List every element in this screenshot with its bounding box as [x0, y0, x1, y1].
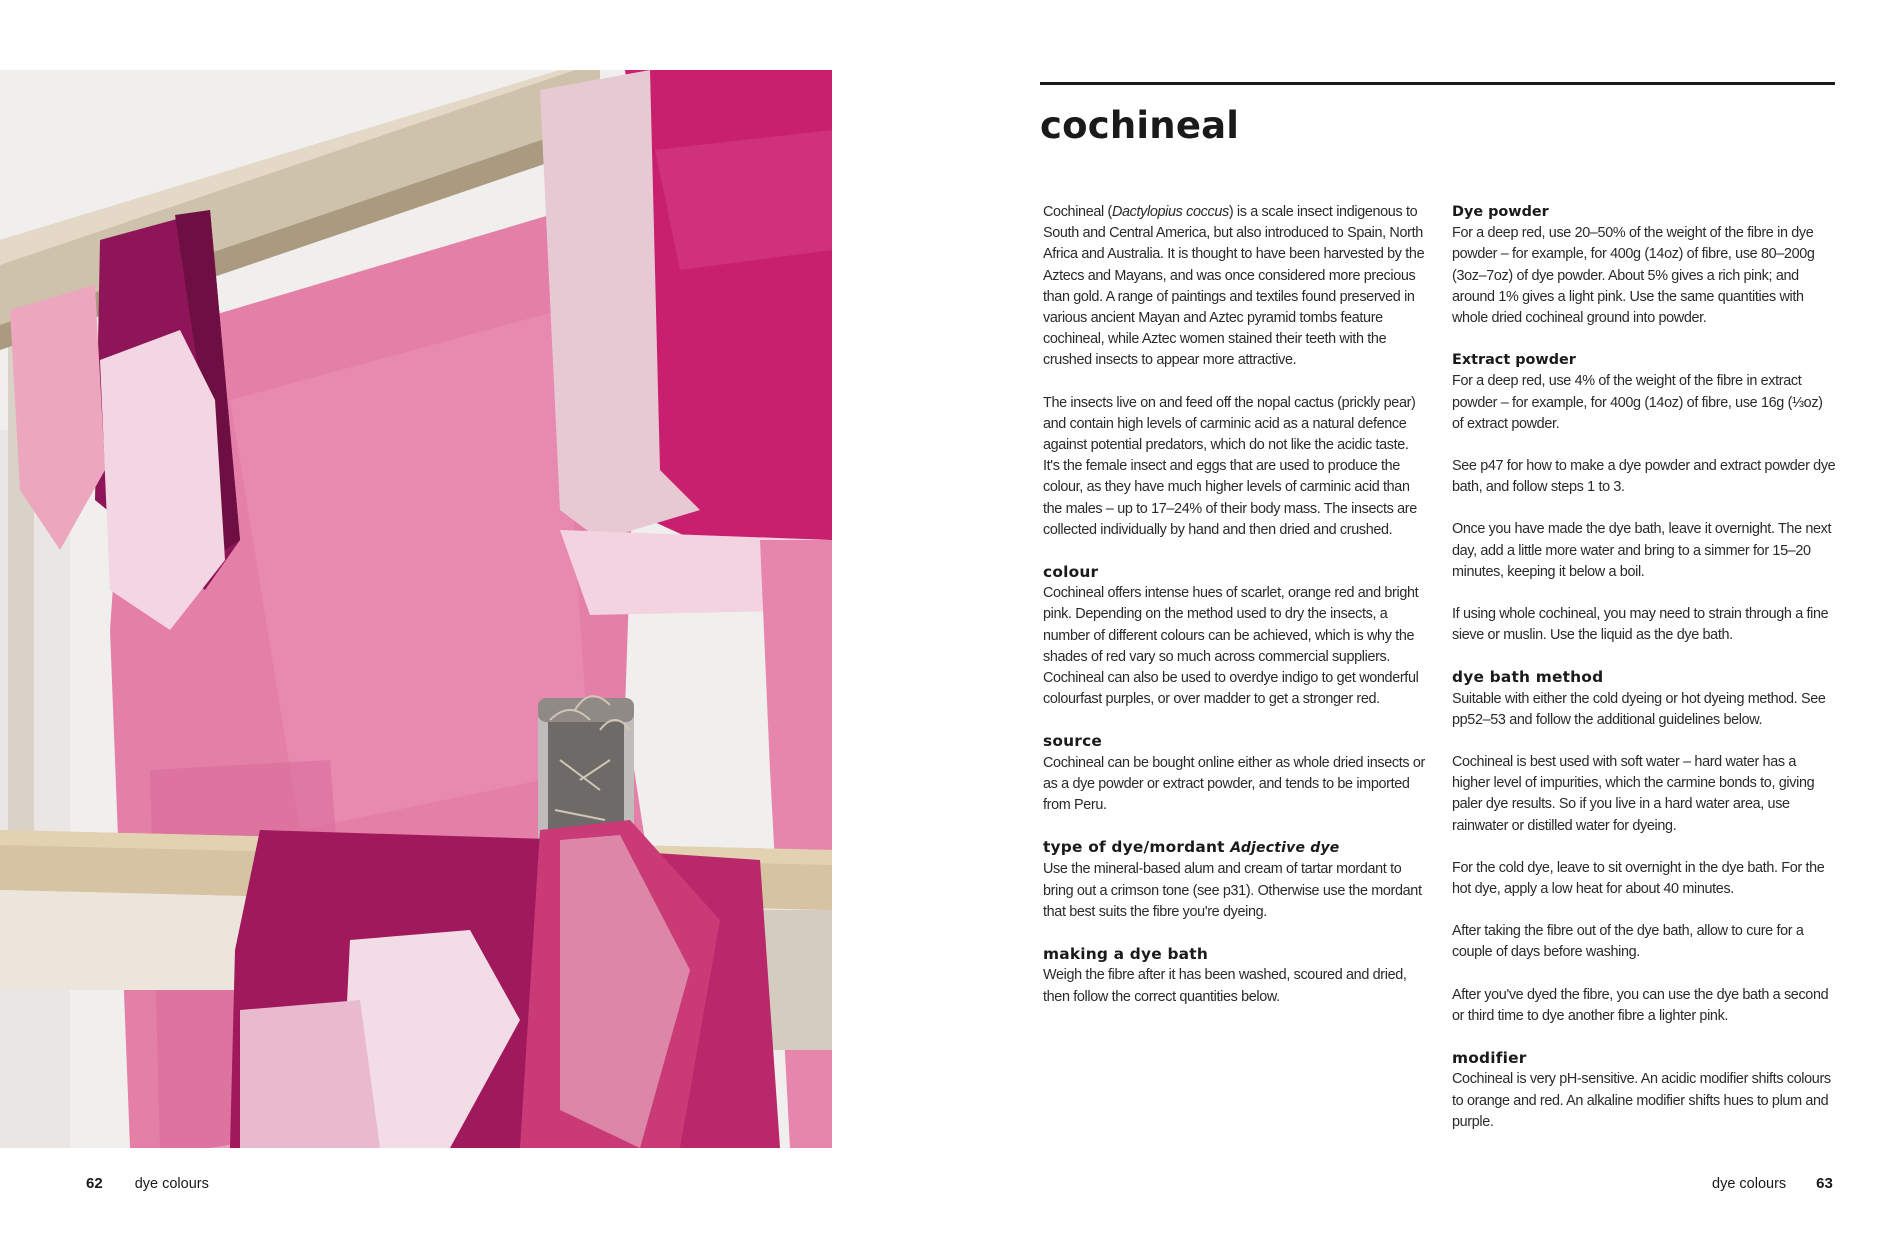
dye-type-heading: type of dye/mordant Adjective dye — [1043, 838, 1340, 857]
extract-powder-heading: Extract powder — [1452, 352, 1576, 369]
extract-powder-text-1: For a deep red, use 4% of the weight of the fibre in extract powder – for example, for 400g (14oz) of fibre, use 16g (⅓oz) of extract powder. — [1452, 373, 1823, 432]
dye-bath-method-text-2: Cochineal is best used with soft water – hard water has a higher level of impurities, which the carmine bonds to, giving paler dye results. So if you live in a hard water area, use rainwater or distilled water for dyeing. — [1452, 754, 1815, 834]
dye-powder-text: For a deep red, use 20–50% of the weight of the fibre in dye powder – for example, for 400g (14oz) of fibre, use 80–200g (3oz–7oz) of dye powder. About 5% gives a rich pink; and around 1% gives a light pink. Use the same quantities with whole dried cochineal ground into powder. — [1452, 225, 1815, 327]
intro-paragraph-1: Cochineal (Dactylopius coccus) is a scale insect indigenous to South and Central America, but also introduced to Spain, North Africa and Australia. It is thought to have been harvested by the Aztecs and Mayans, and was once considered more precious than gold. A range of paintings and textiles found preserved in various ancient Mayan and Aztec pyramid tombs feature cochineal, while Aztec women stained their teeth with the crushed insects to appear more attractive. — [1043, 204, 1425, 369]
intro-paragraph-2: The insects live on and feed off the nopal cactus (prickly pear) and contain high levels of carminic acid as a natural defence against potential predators, which do not like the acidic taste. It's the female insect and eggs that are used to produce the colour, as they have much higher levels of carminic acid than the males – up to 17–24% of their body mass. The insects are collected individually by hand and then dried and crushed. — [1043, 394, 1417, 538]
source-text: Cochineal can be bought online either as whole dried insects or as a dye powder or extract powder, and tends to be imported from Peru. — [1043, 754, 1425, 814]
fabric-swatches-photo — [0, 70, 832, 1148]
dye-type-text: Use the mineral-based alum and cream of tartar mordant to bring out a crimson tone (see p31). Otherwise use the mordant that best suits the fibre you're dyeing. — [1043, 861, 1422, 920]
running-footer-right: dye colours — [1712, 1176, 1787, 1192]
colour-text: Cochineal offers intense hues of scarlet, orange red and bright pink. Depending on the method used to dry the insects, a number of different colours can be achieved, which is why the shades of red vary so much across commercial suppliers. Cochineal can also be used to overdye indigo to get wonderful colourfast purples, or over madder to get a stronger red. — [1043, 585, 1419, 708]
extract-powder-text-4: If using whole cochineal, you may need to strain through a fine sieve or muslin. Use the liquid as the dye bath. — [1452, 606, 1829, 644]
dye-bath-method-text-4: After taking the fibre out of the dye bath, allow to cure for a couple of days before washing. — [1452, 923, 1804, 961]
page-number-left: 62 — [86, 1175, 103, 1192]
dye-type-value: Adjective dye — [1230, 840, 1340, 857]
text-column-right — [1452, 202, 1836, 1154]
footer-left — [86, 1175, 209, 1192]
making-bath-text: Weigh the fibre after it has been washed, scoured and dried, then follow the correct quantities below. — [1043, 967, 1407, 1005]
dye-bath-method-text-3: For the cold dye, leave to sit overnight in the dye bath. For the hot dye, apply a low heat for about 40 minutes. — [1452, 859, 1825, 898]
colour-heading: colour — [1043, 563, 1099, 582]
title-rule — [1040, 82, 1835, 85]
source-heading: source — [1043, 732, 1103, 751]
species-name: Dactylopius coccus — [1111, 204, 1229, 220]
text-column-left — [1043, 202, 1425, 1029]
footer-right — [1712, 1175, 1833, 1192]
running-footer-left: dye colours — [134, 1176, 209, 1192]
extract-powder-text-2: See p47 for how to make a dye powder and extract powder dye bath, and follow steps 1 to 3. — [1452, 458, 1836, 496]
dye-bath-method-text-5: After you've dyed the fibre, you can use the dye bath a second or third time to dye another fibre a lighter pink. — [1452, 986, 1829, 1024]
modifier-text: Cochineal is very pH-sensitive. An acidic modifier shifts colours to orange and red. An alkaline modifier shifts hues to plum and purple. — [1452, 1071, 1831, 1130]
dye-bath-method-heading: dye bath method — [1452, 668, 1604, 687]
making-bath-heading: making a dye bath — [1043, 945, 1208, 964]
page-title: cochineal — [1040, 104, 1240, 147]
page-number-right: 63 — [1816, 1175, 1833, 1192]
extract-powder-text-3: Once you have made the dye bath, leave it overnight. The next day, add a little more water and bring to a simmer for 15–20 minutes, keeping it below a boil. — [1452, 521, 1832, 580]
dye-bath-method-text-1: Suitable with either the cold dyeing or hot dyeing method. See pp52–53 and follow the additional guidelines below. — [1452, 690, 1826, 728]
dye-powder-heading: Dye powder — [1452, 204, 1549, 220]
modifier-heading: modifier — [1452, 1049, 1527, 1068]
